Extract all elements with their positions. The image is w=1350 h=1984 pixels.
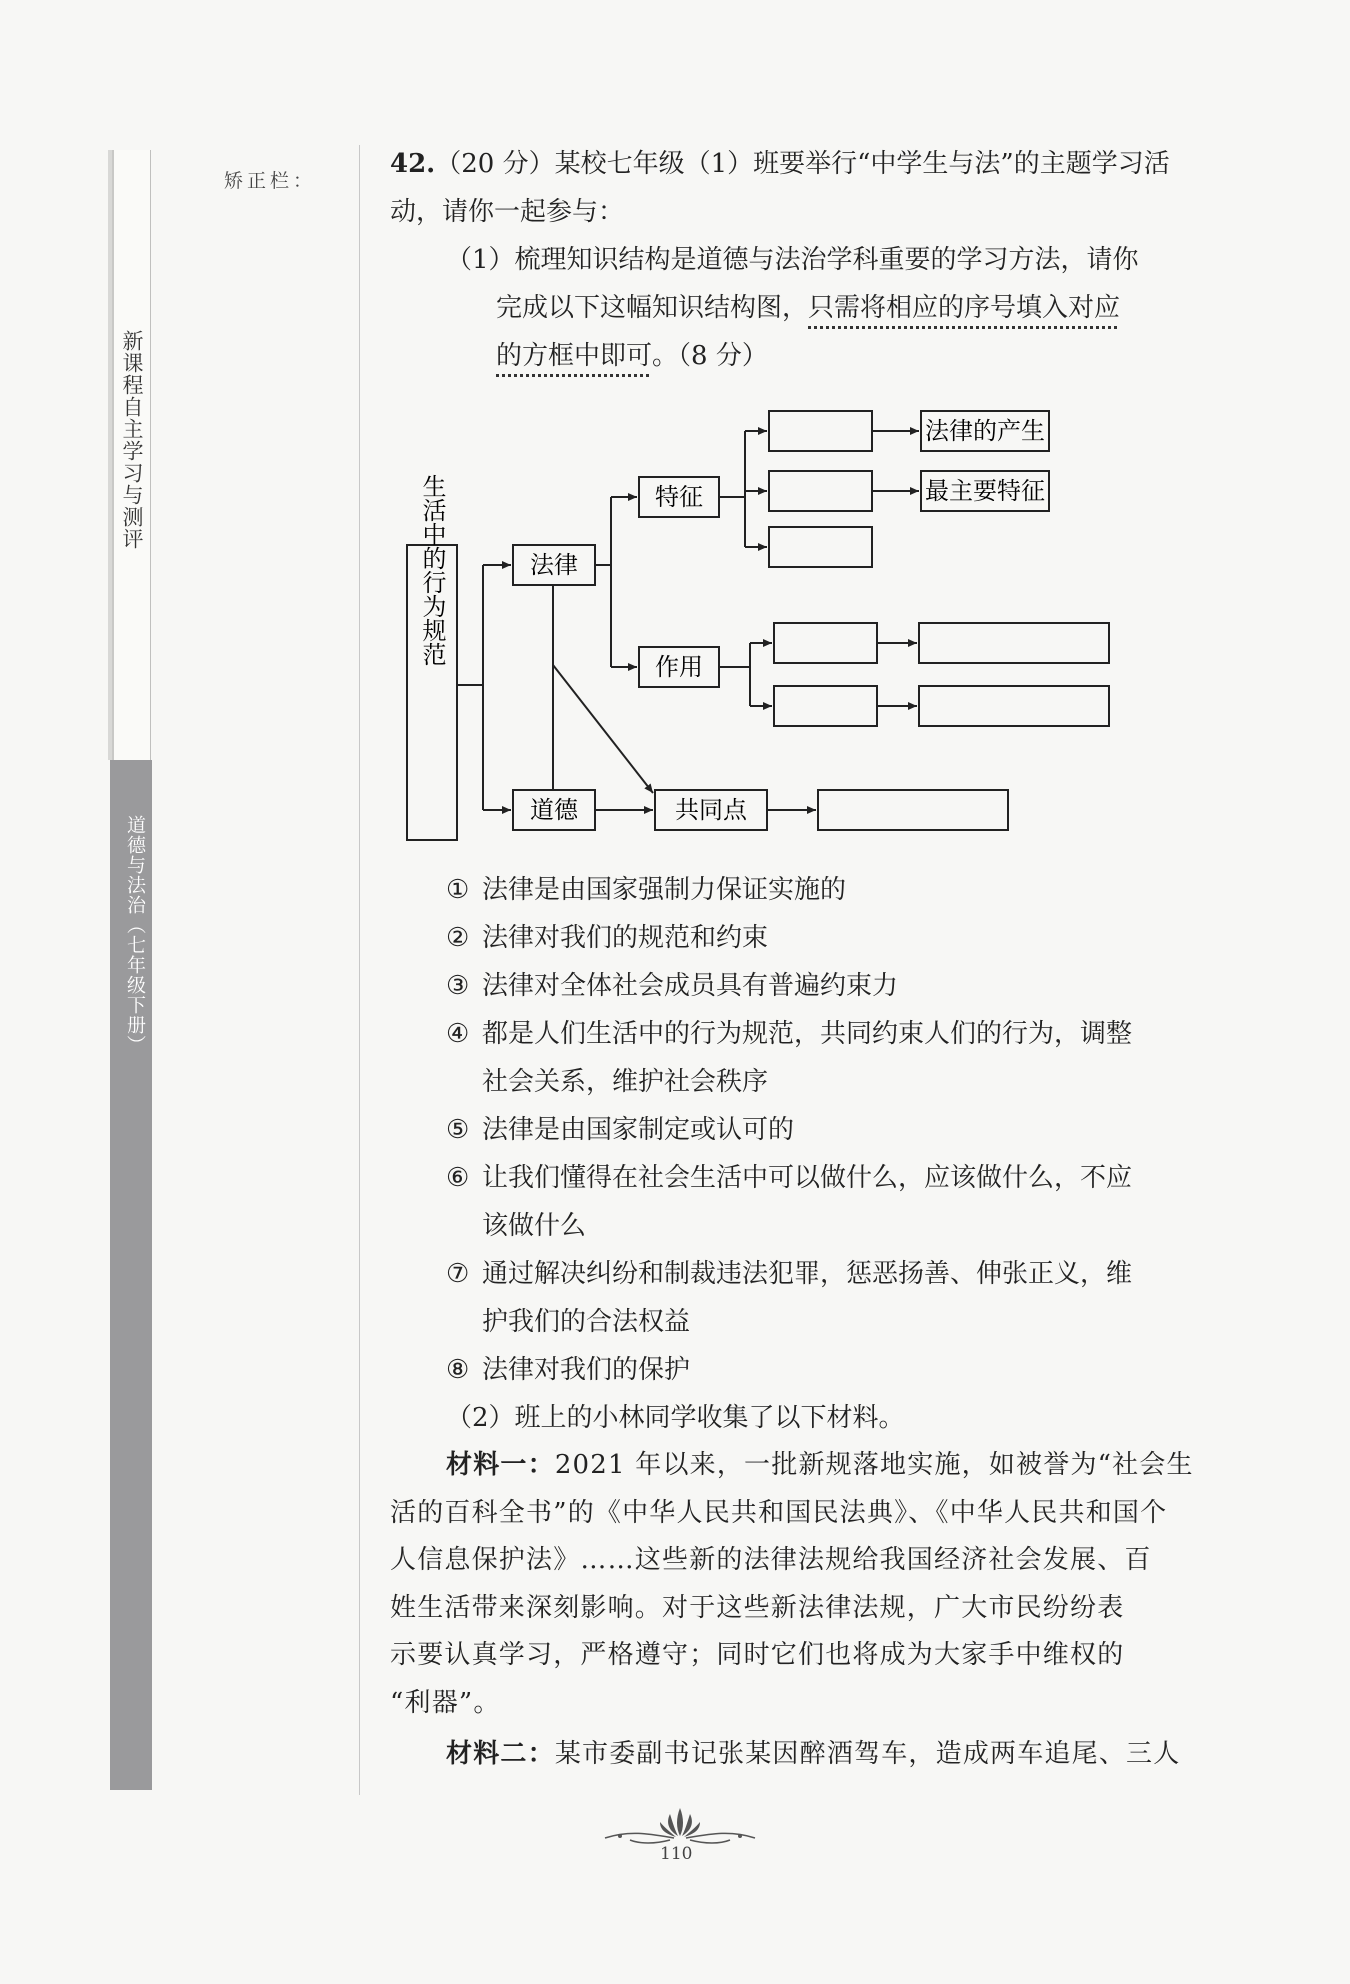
option-continuation: 护我们的合法权益 bbox=[482, 1307, 691, 1337]
material-1-line: 示要认真学习，严格遵守；同时它们也将成为大家手中维权的 bbox=[390, 1640, 1125, 1670]
subject-title: 道德与法治（七年级下册） bbox=[124, 815, 146, 1055]
option-continuation: 社会关系，维护社会秩序 bbox=[482, 1067, 769, 1097]
question-line-1 bbox=[390, 140, 1170, 188]
common-label: 共同点 bbox=[675, 796, 747, 824]
material-1 bbox=[390, 1442, 1194, 1727]
book-title: 新课程自主学习与测评 bbox=[120, 330, 144, 550]
option-item bbox=[446, 1106, 1186, 1154]
score-note: 。（8 分） bbox=[652, 341, 768, 371]
option-number: ⑧ bbox=[446, 1355, 470, 1385]
function-answer-box-4[interactable] bbox=[919, 686, 1109, 726]
footer-ornament-icon bbox=[600, 1800, 760, 1850]
option-item bbox=[446, 1010, 1186, 1058]
column-divider bbox=[359, 145, 360, 1795]
option-text: 法律对我们的规范和约束 bbox=[482, 923, 769, 953]
option-item bbox=[446, 962, 1186, 1010]
option-number: ⑥ bbox=[446, 1163, 470, 1193]
option-continuation: 该做什么 bbox=[482, 1211, 587, 1241]
option-item bbox=[446, 1346, 1186, 1394]
function-answer-box-3[interactable] bbox=[919, 623, 1109, 663]
root-label: 生活中的行为规范 bbox=[418, 474, 446, 666]
material-2 bbox=[446, 1730, 1180, 1778]
part1-line-2 bbox=[390, 284, 1170, 332]
correction-column-label: 矫正栏： bbox=[224, 170, 317, 192]
question-line-2: 动，请你一起参与： bbox=[390, 197, 625, 227]
feature-answer-box-1[interactable] bbox=[769, 411, 872, 451]
part1-line-3 bbox=[390, 332, 1170, 380]
emphasis-text-end: 的方框中即可 bbox=[496, 341, 653, 371]
morality-label: 道德 bbox=[530, 796, 578, 824]
function-label: 作用 bbox=[655, 653, 703, 681]
question-intro: （20 分）某校七年级（1）班要举行“中学生与法”的主题学习活 bbox=[435, 149, 1170, 179]
feature-answer-box-2[interactable] bbox=[769, 471, 872, 511]
option-text: 法律对全体社会成员具有普遍约束力 bbox=[482, 971, 899, 1001]
option-number: ② bbox=[446, 923, 470, 953]
material-1-line: “利器”。 bbox=[390, 1687, 501, 1718]
option-number: ⑤ bbox=[446, 1115, 470, 1145]
material-2-text: 某市委副书记张某因醉酒驾车，造成两车追尾、三人 bbox=[554, 1739, 1181, 1769]
function-answer-box-1[interactable] bbox=[774, 623, 877, 663]
feature-answer-box-3[interactable] bbox=[769, 527, 872, 567]
function-answer-box-2[interactable] bbox=[774, 686, 877, 726]
option-text: 都是人们生活中的行为规范，共同约束人们的行为，调整 bbox=[482, 1019, 1133, 1049]
option-item bbox=[446, 1250, 1186, 1298]
options-list bbox=[446, 866, 1186, 1394]
material-1-line: 活的百科全书”的《中华人民共和国民法典》、《中华人民共和国个 bbox=[390, 1497, 1168, 1528]
option-number: ⑦ bbox=[446, 1259, 470, 1289]
feature-label: 特征 bbox=[655, 483, 703, 511]
material-1-text: 2021 年以来，一批新规落地实施，如被誉为“社会生 bbox=[554, 1450, 1194, 1480]
law-label: 法律 bbox=[530, 551, 578, 579]
question-number: 42. bbox=[390, 149, 436, 179]
option-text: 通过解决纠纷和制裁违法犯罪，惩恶扬善、伸张正义，维 bbox=[482, 1259, 1133, 1289]
option-text: 法律是由国家制定或认可的 bbox=[482, 1115, 795, 1145]
option-number: ① bbox=[446, 875, 470, 905]
part2-prompt: （2）班上的小林同学收集了以下材料。 bbox=[446, 1403, 905, 1433]
material-1-line: 人信息保护法》……这些新的法律法规给我国经济社会发展、百 bbox=[390, 1545, 1152, 1575]
option-text: 法律对我们的保护 bbox=[482, 1355, 691, 1385]
option-text: 法律是由国家强制力保证实施的 bbox=[482, 875, 847, 905]
common-answer-box[interactable] bbox=[818, 790, 1008, 830]
material-1-line: 姓生活带来深刻影响。对于这些新法律法规，广大市民纷纷表 bbox=[390, 1592, 1125, 1623]
material-1-line bbox=[390, 1442, 1194, 1490]
option-number: ④ bbox=[446, 1019, 470, 1049]
option-item bbox=[446, 866, 1186, 914]
part1-text: 完成以下这幅知识结构图， bbox=[496, 293, 809, 323]
main-feature-label: 最主要特征 bbox=[925, 477, 1045, 505]
option-item bbox=[446, 914, 1186, 962]
material-1-label: 材料一： bbox=[446, 1450, 555, 1480]
law-origin-label: 法律的产生 bbox=[925, 417, 1045, 445]
option-item bbox=[446, 1154, 1186, 1202]
part1-line-1: （1）梳理知识结构是道德与法治学科重要的学习方法，请你 bbox=[446, 245, 1139, 275]
page-number: 110 bbox=[660, 1844, 693, 1864]
knowledge-structure-diagram bbox=[405, 405, 1145, 845]
option-text: 让我们懂得在社会生活中可以做什么，应该做什么，不应 bbox=[482, 1163, 1133, 1193]
material-2-label: 材料二： bbox=[446, 1739, 555, 1769]
emphasis-text: 只需将相应的序号填入对应 bbox=[808, 293, 1121, 323]
question-block bbox=[390, 140, 1170, 380]
option-number: ③ bbox=[446, 971, 470, 1001]
